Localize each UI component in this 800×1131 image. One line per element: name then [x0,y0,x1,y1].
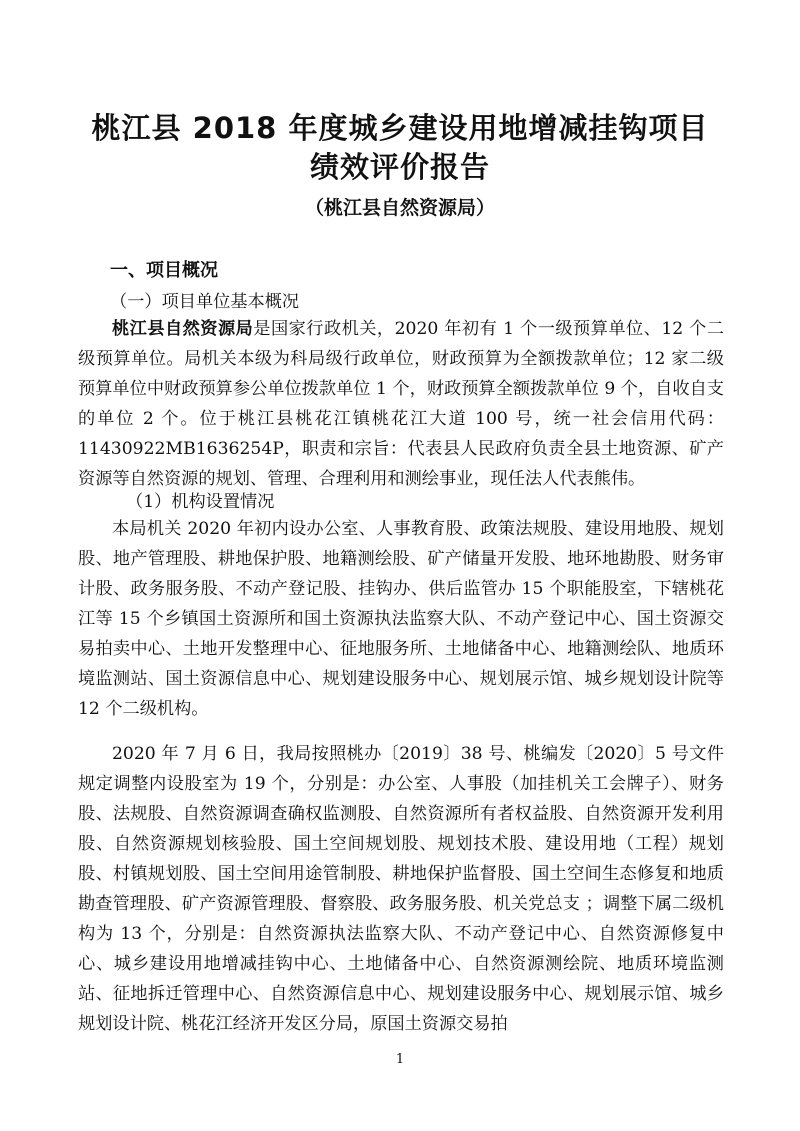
section-heading: 一、项目概况 [110,260,218,281]
report-title-line-2: 绩效评价报告 [309,150,490,184]
paragraph-unit-overview [78,314,724,494]
paragraph-restructuring: 2020 年 7 月 6 日，我局按照桃办〔2019〕38 号、桃编发〔2020〕5 号文件规定调整内设股室为 19 个，分别是：办公室、人事股（加挂机关工会牌子）、财务股、法规股、自然资源调查确权监测股、自然资源所有者权益股、自然资源开发利用股、自然资源规划核验股、国土空间规划股、规划技术股、建设用地（工程）规划股、村镇规划股、国土空间用途管制股、耕地保护监督股、国土空间生态修复和地质勘查管理股、矿产资源管理股、督察股、政务服务股、机关党总支 ；调整下属二级机构为 13 个，分别是：自然资源执法监察大队、不动产登记中心、自然资源修复中心、城乡建设用地增减挂钩中心、土地储备中心、自然资源测绘院、地质环境监测站、征地拆迁管理中心、自然资源信息中心、规划建设服务中心、规划展示馆、城乡规划设计院、桃花江经济开发区分局，原国土资源交易拍 [78,744,724,1034]
report-title-line-1: 桃江县 2018 年度城乡建设用地增减挂钩项目 [91,111,709,145]
paragraph-organization: 本局机关 2020 年初内设办公室、人事教育股、政策法规股、建设用地股、规划股、地产管理股、耕地保护股、地籍测绘股、矿产储量开发股、地环地勘股、财务审计股、政务服务股、不动产登记股、挂钩办、供后监管办 15 个职能股室，下辖桃花江等 15 个乡镇国土资源所和国土资源执法监察大队、不动产登记中心、国土资源交易拍卖中心、土地开发整理中心、征地服务所、土地储备中心、地籍测绘队、地质环境监测站、国土资源信息中心、规划建设服务中心、规划展示馆、城乡规划设计院等 12 个二级机构。 [78,519,724,719]
paragraph-lead: 桃江县自然资源局 [112,319,254,339]
report-subtitle: （桃江县自然资源局） [304,197,495,219]
paragraph-body: 是国家行政机关，2020 年初有 1 个一级预算单位、12 个二级预算单位。局机关本级为科局级行政单位，财政预算为全额拨款单位；12 家二级预算单位中财政预算参公单位拨款单位 1 个，财政预算全额拨款单位 9 个，自收自支的单位 2 个。位于桃江县桃花江镇桃花江大道 100 号，统一社会信用代码：11430922MB1636254P，职责和宗旨：代表县人民政府负责全县土地资源、矿产资源等自然资源的规划、管理、合理利用和测绘事业，现任法人代表熊伟。 [78,319,724,489]
subsection-heading-organization: （1）机构设置情况 [126,492,275,512]
page-number: 1 [395,1052,405,1067]
subsection-heading: （一）项目单位基本概况 [110,292,300,312]
